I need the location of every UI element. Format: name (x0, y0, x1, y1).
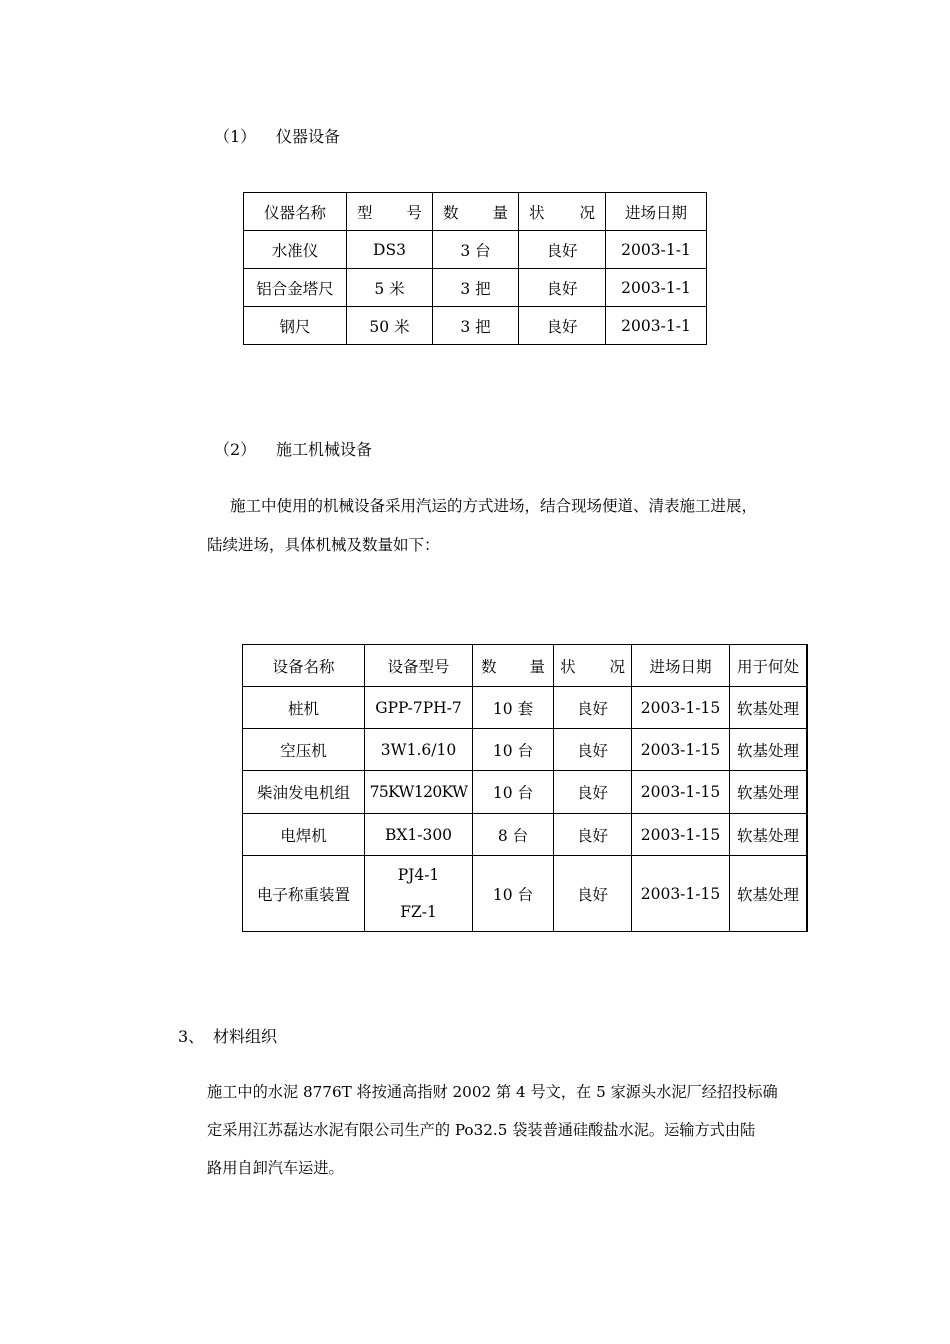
table-cell: 3 台 (433, 231, 519, 269)
header-cell: 进场日期 (606, 193, 707, 231)
header-cell: 数 量 (473, 645, 554, 687)
paragraph-line: 陆续进场，具体机械及数量如下： (207, 536, 440, 554)
table-cell: 2003-1-1 (606, 231, 707, 269)
header-cell: 设备型号 (365, 645, 473, 687)
table-cell: 2003-1-15 (632, 729, 730, 771)
table-header-row (243, 645, 808, 687)
table-cell: 软基处理 (730, 771, 808, 814)
table-cell: 柴油发电机组 (243, 771, 365, 814)
table-cell: 75KW120KW (365, 771, 473, 814)
table-cell: 软基处理 (730, 856, 808, 932)
table-cell: 10 套 (473, 687, 554, 729)
table-cell: DS3 (347, 231, 433, 269)
header-cell: 状 况 (554, 645, 632, 687)
table-cell: 良好 (519, 307, 606, 345)
table-cell: 2003-1-1 (606, 307, 707, 345)
table-cell: 良好 (554, 856, 632, 932)
table-cell: 空压机 (243, 729, 365, 771)
section-3-title: 材料组织 (213, 1027, 278, 1046)
section-3-heading (178, 1024, 277, 1047)
machinery-paragraph (207, 487, 757, 565)
table-cell: BX1-300 (365, 814, 473, 856)
section-2-number: （2） (214, 440, 257, 459)
header-cell: 状 况 (519, 193, 606, 231)
table-cell: GPP-7PH-7 (365, 687, 473, 729)
table-row (243, 729, 808, 771)
table-cell: 良好 (519, 269, 606, 307)
table-cell: 2003-1-15 (632, 771, 730, 814)
table-cell: 良好 (554, 687, 632, 729)
table-cell: 良好 (554, 814, 632, 856)
section-3-number: 3、 (178, 1027, 205, 1046)
table-cell: 5 米 (347, 269, 433, 307)
paragraph-line: 路用自卸汽车运进。 (207, 1159, 344, 1177)
table-cell: 50 米 (347, 307, 433, 345)
header-cell: 设备名称 (243, 645, 365, 687)
section-1-heading (214, 124, 340, 147)
instrument-table (243, 192, 707, 345)
table-cell: 2003-1-15 (632, 814, 730, 856)
section-2-heading (214, 437, 372, 460)
table-cell: 2003-1-15 (632, 687, 730, 729)
table-cell: 电子称重装置 (243, 856, 365, 932)
table-cell: 软基处理 (730, 814, 808, 856)
table-cell: 8 台 (473, 814, 554, 856)
header-cell: 进场日期 (632, 645, 730, 687)
table-row (243, 856, 808, 932)
table-row (244, 231, 707, 269)
table-cell: 3 把 (433, 307, 519, 345)
section-2-title: 施工机械设备 (276, 440, 373, 459)
header-cell: 用于何处 (730, 645, 808, 687)
table-row (243, 687, 808, 729)
table-cell: 10 台 (473, 729, 554, 771)
table-cell: 软基处理 (730, 729, 808, 771)
table-cell (365, 856, 473, 932)
materials-paragraph (207, 1073, 778, 1187)
table-cell: 2003-1-15 (632, 856, 730, 932)
model-line: FZ-1 (400, 902, 437, 921)
paragraph-line: 定采用江苏磊达水泥有限公司生产的 Po32.5 袋装普通硅酸盐水泥。运输方式由陆 (207, 1121, 756, 1139)
table-cell: 3 把 (433, 269, 519, 307)
machinery-table (242, 644, 808, 932)
table-row (243, 814, 808, 856)
table-cell: 桩机 (243, 687, 365, 729)
table-row (244, 307, 707, 345)
table-cell: 3W1.6/10 (365, 729, 473, 771)
model-line: PJ4-1 (397, 865, 440, 884)
table-cell: 良好 (554, 771, 632, 814)
header-cell: 数 量 (433, 193, 519, 231)
table-cell: 良好 (519, 231, 606, 269)
table-cell: 10 台 (473, 771, 554, 814)
table-cell: 2003-1-1 (606, 269, 707, 307)
section-1-number: （1） (214, 127, 257, 146)
table-cell: 铝合金塔尺 (244, 269, 347, 307)
table-header-row (244, 193, 707, 231)
table-row (244, 269, 707, 307)
table-cell: 水准仪 (244, 231, 347, 269)
table-row (243, 771, 808, 814)
paragraph-line: 施工中的水泥 8776T 将按通高指财 2002 第 4 号文，在 5 家源头水泥厂经招投标确 (207, 1083, 778, 1101)
table-cell: 电焊机 (243, 814, 365, 856)
table-cell: 10 台 (473, 856, 554, 932)
paragraph-line: 施工中使用的机械设备采用汽运的方式进场，结合现场便道、清表施工进展， (230, 497, 758, 515)
table-cell: 钢尺 (244, 307, 347, 345)
header-cell: 型 号 (347, 193, 433, 231)
section-1-title: 仪器设备 (276, 127, 341, 146)
table-cell: 良好 (554, 729, 632, 771)
table-cell: 软基处理 (730, 687, 808, 729)
header-cell: 仪器名称 (244, 193, 347, 231)
